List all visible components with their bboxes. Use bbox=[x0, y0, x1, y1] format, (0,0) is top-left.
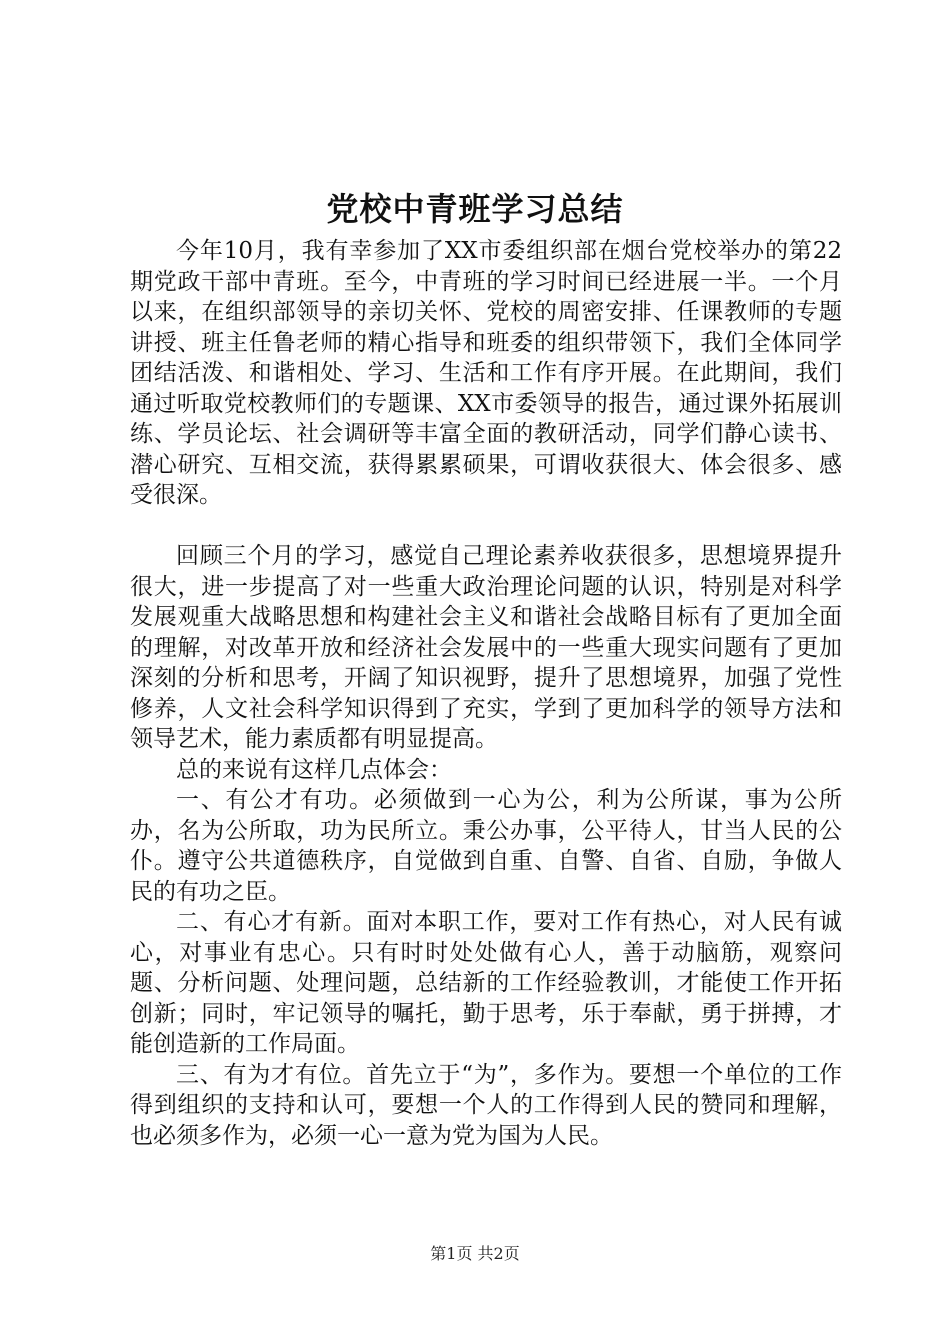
paragraph-review: 回顾三个月的学习，感觉自己理论素养收获很多，思想境界提升很大，进一步提高了对一些重大政治理论问题的认识，特别是对科学发展观重大战略思想和构建社会主义和谐社会战略目标有了更加全面的理解，对改革开放和经济社会发展中的一些重大现实问题有了更加深刻的分析和思考，开阔了知识视野，提升了思想境界，加强了党性修养，人文社会科学知识得到了充实，学到了更加科学的领导方法和领导艺术，能力素质都有明显提高。 bbox=[130, 543, 842, 752]
document-title: 党校中青班学习总结 bbox=[326, 190, 624, 228]
paragraph-summary-lead: 总的来说有这样几点体会： bbox=[176, 756, 452, 783]
page-footer: 第1页 共2页 bbox=[430, 1244, 520, 1263]
paragraph-point-one: 一、有公才有功。必须做到一心为公，利为公所谋，事为公所办，名为公所取，功为民所立。秉公办事，公平待人，甘当人民的公仆。遵守公共道德秩序，自觉做到自重、自警、自省、自励，争做人民的有功之臣。 bbox=[130, 787, 842, 905]
paragraph-point-two: 二、有心才有新。面对本职工作，要对工作有热心，对人民有诚心，对事业有忠心。只有时时处处做有心人，善于动脑筋，观察问题、分析问题、处理问题，总结新的工作经验教训，才能使工作开拓创新；同时，牢记领导的嘱托，勤于思考，乐于奉献，勇于拼搏，才能创造新的工作局面。 bbox=[130, 909, 842, 1057]
paragraph-intro: 今年10月，我有幸参加了XX市委组织部在烟台党校举办的第22期党政干部中青班。至今，中青班的学习时间已经进展一半。一个月以来，在组织部领导的亲切关怀、党校的周密安排、任课教师的专题讲授、班主任鲁老师的精心指导和班委的组织带领下，我们全体同学团结活泼、和谐相处、学习、生活和工作有序开展。在此期间，我们通过听取党校教师们的专题课、XX市委领导的报告，通过课外拓展训练、学员论坛、社会调研等丰富全面的教研活动，同学们静心读书、潜心研究、互相交流，获得累累硕果，可谓收获很大、体会很多、感受很深。 bbox=[130, 238, 842, 508]
paragraph-spacer bbox=[130, 511, 842, 542]
document-body bbox=[130, 236, 842, 1151]
paragraph-point-three: 三、有为才有位。首先立于“为”，多作为。要想一个单位的工作得到组织的支持和认可，要想一个人的工作得到人民的赞同和理解，也必须多作为，必须一心一意为党为国为人民。 bbox=[130, 1061, 842, 1149]
